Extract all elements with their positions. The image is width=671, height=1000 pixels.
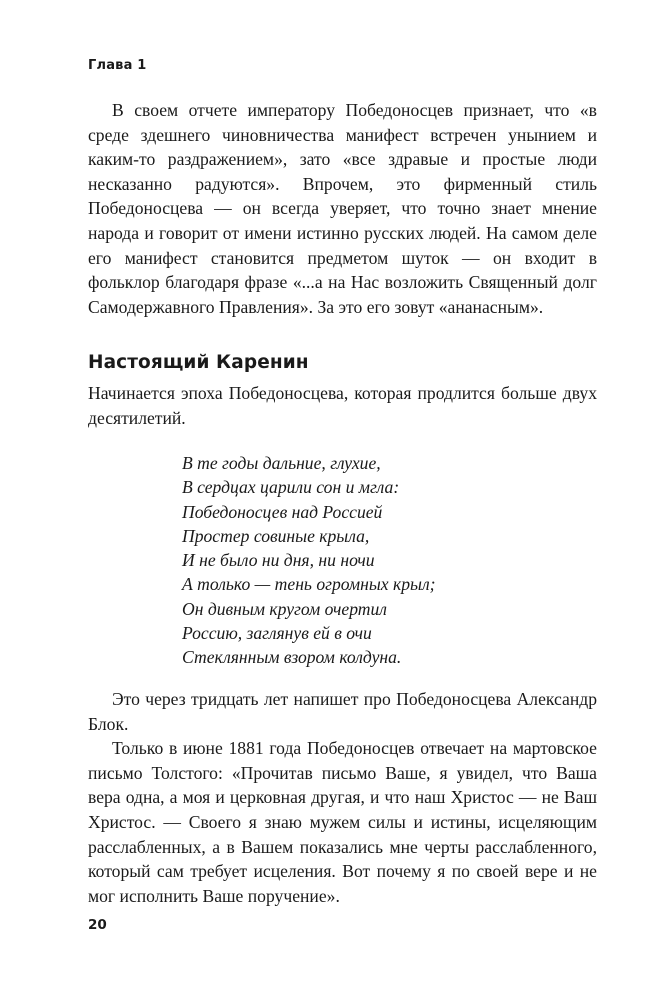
poem-quote <box>182 451 435 670</box>
poem-attribution-paragraph: Это через тридцать лет напишет про Победоносцева Александр Блок. <box>88 689 597 734</box>
section-heading: Настоящий Каренин <box>88 352 309 373</box>
running-head: Глава 1 <box>88 58 147 73</box>
poem-line: Он дивным кругом очертил <box>182 598 387 619</box>
poem-line: Россию, заглянув ей в очи <box>182 623 372 644</box>
section-lead-block <box>88 381 597 430</box>
letter-reply-paragraph: Только в июне 1881 года Победоносцев отвечает на мартовское письмо Толстого: «Прочитав письмо Ваше, я увидел, что Ваша вера одна, а моя и церковная другая, и что наш Христос — не Ваш Христос. — Своего я знаю мужем силы и истины, исцеляющим расслабленных, а в Вашем показались мне черты расслабленного, который сам требует исцеления. Вот почему я по своей вере и не мог исполнить Ваше поручение». <box>88 738 597 906</box>
poem-line: В сердцах царили сон и мгла: <box>182 477 400 498</box>
after-poem-text-block <box>88 687 597 908</box>
intro-paragraph: В своем отчете императору Победоносцев признает, что «в среде здешнего чиновничества манифест встречен унынием и каким-то раздражением», зато «все здравые и простые люди несказанно радуются». Впрочем, это фирменный стиль Победоносцева — он всегда уверяет, что точно знает мнение народа и говорит от имени истинно русских людей. На самом деле его манифест становится предметом шуток — он входит в фольклор благодаря фразе «...а на Нас возложить Священный долг Самодержавного Правления». За это его зовут «ананасным». <box>88 100 597 317</box>
page-number: 20 <box>88 917 107 933</box>
poem-line: И не было ни дня, ни ночи <box>182 550 375 571</box>
poem-line: А только — тень огромных крыл; <box>182 574 436 595</box>
poem-line: Простер совиные крыла, <box>182 525 370 546</box>
poem-line: В те годы дальние, глухие, <box>182 453 381 473</box>
section-lead-paragraph: Начинается эпоха Победоносцева, которая продлится больше двух десятилетий. <box>88 383 597 428</box>
poem-line: Стеклянным взором колдуна. <box>182 647 402 668</box>
intro-text-block <box>88 98 597 319</box>
poem-line: Победоносцев над Россией <box>182 501 383 522</box>
